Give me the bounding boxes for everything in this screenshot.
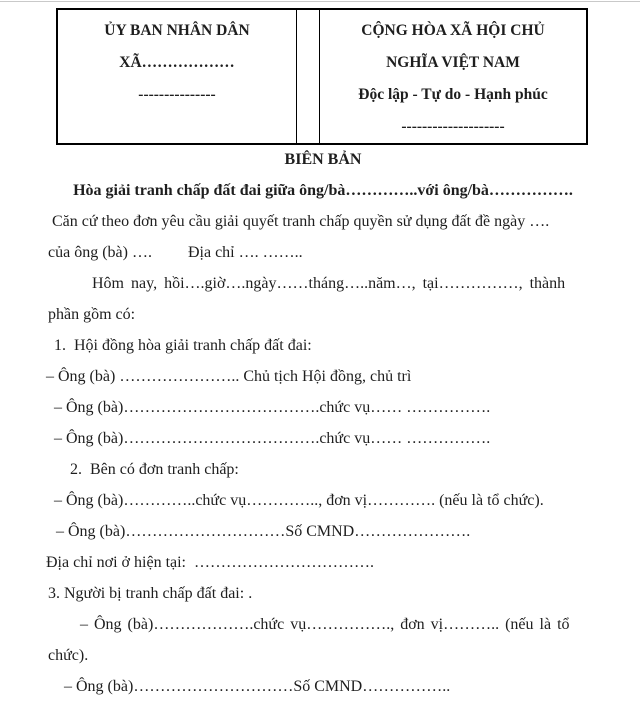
document-line: 3. Người bị tranh chấp đất đai: . [48,585,253,602]
document-line: – Ông (bà)…………………………Số CMND…………….. [64,678,451,695]
document-title: BIÊN BẢN [284,151,362,168]
document-line: – Ông (bà)……………………………….chức vụ…… ……………. [54,430,491,447]
document-line: Hôm nay, hồi….giờ….ngày……tháng…..năm…, tại……………, thành [92,275,566,292]
document-subtitle: Hòa giải tranh chấp đất đai giữa ông/bà…………..với ông/bà……………. [73,182,573,199]
document-line: – Ông (bà)……………………………….chức vụ…… ……………. [54,399,491,416]
header-left-line: XÃ……………… [119,54,235,71]
document-line: 2. Bên có đơn tranh chấp: [70,461,239,478]
document-line: – Ông (bà)……………….chức vụ……………., đơn vị……….. (nếu là tổ [80,616,570,633]
header-left-line: ỦY BAN NHÂN DÂN [104,22,250,39]
document-lines [44,206,602,702]
header-left-line: --------------- [138,86,216,103]
document-line: – Ông (bà)…………………………Số CMND…………………. [56,523,471,540]
document-body [0,144,640,702]
header-right-line: CỘNG HÒA XÃ HỘI CHỦ [361,22,545,39]
document-line: 1. Hội đồng hòa giải tranh chấp đất đai: [54,337,312,354]
header-left-cell [57,9,297,144]
document-line: Căn cứ theo đơn yêu cầu giải quyết tranh chấp quyền sử dụng đất đề ngày …. [52,213,550,230]
issuing-authority-block [58,10,296,111]
header-right-cell [320,9,588,144]
document-line: của ông (bà) …. Địa chỉ …. …….. [48,244,303,261]
header-right-line: NGHĨA VIỆT NAM [386,54,520,71]
document-line: phần gồm có: [48,306,136,323]
header-table [56,8,588,145]
header-spacer-cell [297,9,320,144]
page-top-divider [0,1,640,2]
document-line: Địa chỉ nơi ở hiện tại: ……………………………. [46,554,374,571]
document-line: – Ông (bà) ………………….. Chủ tịch Hội đồng, chủ trì [46,368,412,385]
header-right-line: Độc lập - Tự do - Hạnh phúc [358,86,548,103]
document-line: – Ông (bà)…………..chức vụ………….., đơn vị…………. (nếu là tổ chức). [54,492,544,509]
header-right-line: -------------------- [401,118,505,135]
document-line: chức). [48,647,89,664]
national-motto-block [320,10,586,143]
